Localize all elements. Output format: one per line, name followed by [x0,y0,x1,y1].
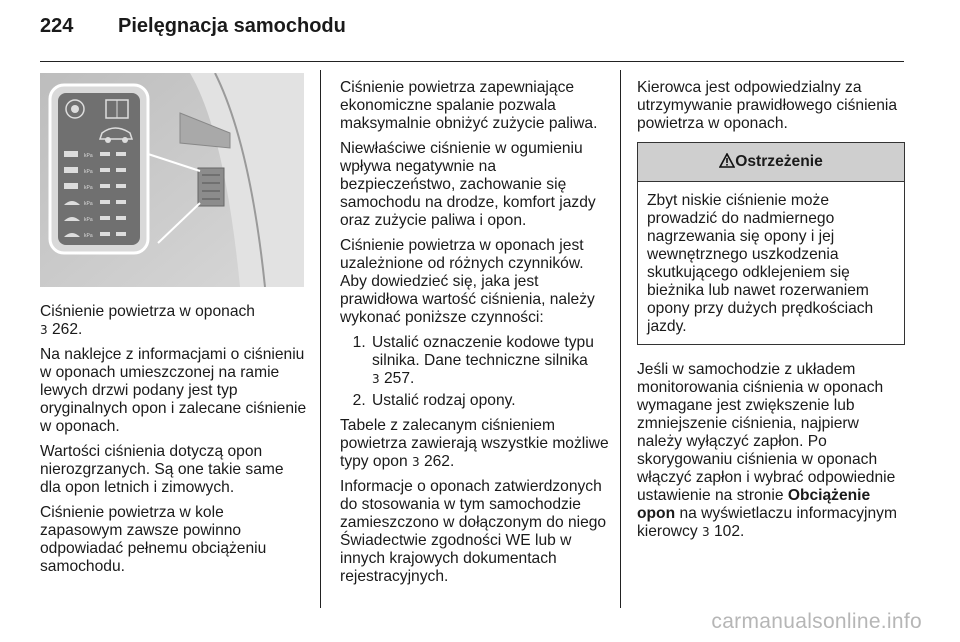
menu-setting-name: Obciążenie opon [637,487,871,522]
label-unit-3: kPa [84,185,93,191]
column-right [637,79,905,548]
page-reference-icon: 3 [411,455,420,469]
column-left [40,303,308,583]
paragraph [340,417,610,471]
tire-pressure-label-illustration [40,73,304,287]
paragraph-text: na wyświetlaczu informacyjnym kierowcy [637,505,897,540]
list-item [370,334,610,388]
page-reference-icon: 3 [702,525,710,539]
column-middle [340,79,610,593]
paragraph: Informacje o oponach zatwierdzonych do stosowania w tym samochodzie zamieszczono w dołączonym do niego Świadectwie zgodności WE lub w innych krajowych dokumentach rejestracyjnych. [340,478,607,585]
warning-box [637,142,905,345]
warning-title: Ostrzeżenie [735,153,823,170]
label-unit-1: kPa [84,153,93,159]
page-reference[interactable]: 262. [51,321,83,338]
paragraph: Kierowca jest odpowiedzialny za utrzymywanie prawidłowego ciśnienia powietrza w oponach. [637,79,898,132]
paragraph: Wartości ciśnienia dotyczą opon nierozgrzanych. Są one takie same dla opon letnich i zimowych. [40,443,284,496]
page-reference[interactable]: 257. [383,370,415,387]
page-reference[interactable]: 262. [423,453,455,470]
column-divider [320,70,321,608]
watermark: carmanualsonline.info [711,610,922,633]
list-item-text: Ustalić oznaczenie kodowe typu silnika. Dane techniczne silnika [372,334,594,369]
label-unit-4: kPa [84,201,93,207]
page-number: 224 [40,15,74,37]
label-unit-5: kPa [84,217,93,223]
caption-text: Ciśnienie powietrza w oponach [40,303,255,320]
paragraph: Ciśnienie powietrza w kole zapasowym zawsze powinno odpowiadać pełnemu obciążeniu samochodu. [40,504,267,575]
page-reference-icon: 3 [40,323,48,337]
figure-caption [40,303,308,339]
paragraph: Na naklejce z informacjami o ciśnieniu w oponach umieszczonej na ramie lewych drzwi podany jest typ oryginalnych opon i zalecane ciśnienie w oponach. [40,346,307,435]
warning-triangle-icon [719,153,735,168]
label-unit-2: kPa [84,169,93,175]
list-item: 2. Ustalić rodzaj opony. [370,392,610,410]
paragraph: Ciśnienie powietrza w oponach jest uzależnione od różnych czynników. Aby dowiedzieć się, jaka jest prawidłowa wartość ciśnienia, należy wykonać poniższe czynności: [340,237,595,326]
steps-list [340,334,610,410]
paragraph: Niewłaściwe ciśnienie w ogumieniu wpływa negatywnie na bezpieczeństwo, zachowanie się samochodu na drodze, komfort jazdy oraz zużycie paliwa i opon. [340,140,596,229]
column-divider [620,70,621,608]
warning-body: Zbyt niskie ciśnienie może prowadzić do nadmiernego nagrzewania się opony i jej wewnętrznego uszkodzenia skutkującego odklejeniem się bieżnika lub nawet rozerwaniem opony przy dużych prędkościach jazdy. [647,192,874,335]
page-title: Pielęgnacja samochodu [118,15,346,37]
warning-header [638,143,904,182]
paragraph-text: Jeśli w samochodzie z układem monitorowania ciśnienia w oponach wymagane jest zwiększenie lub zmniejszenie ciśnienia, najpierw należy wyłączyć zapłon. Po skorygowaniu ciśnienia w oponach włączyć zapłon i wybrać odpowiednie ustawienie na stronie [637,361,896,504]
paragraph [637,361,905,541]
label-unit-6: kPa [84,233,93,239]
page-reference[interactable]: 102. [713,523,745,540]
page-header [40,15,346,38]
paragraph: Ciśnienie powietrza zapewniające ekonomiczne spalanie pozwala maksymalnie obniżyć zużycie paliwa. [340,79,598,132]
paragraph-text: Tabele z zalecanym ciśnieniem powietrza zawierają wszystkie możliwe typy opon [340,417,609,470]
page-reference-icon: 3 [372,372,380,386]
header-rule [40,61,904,62]
